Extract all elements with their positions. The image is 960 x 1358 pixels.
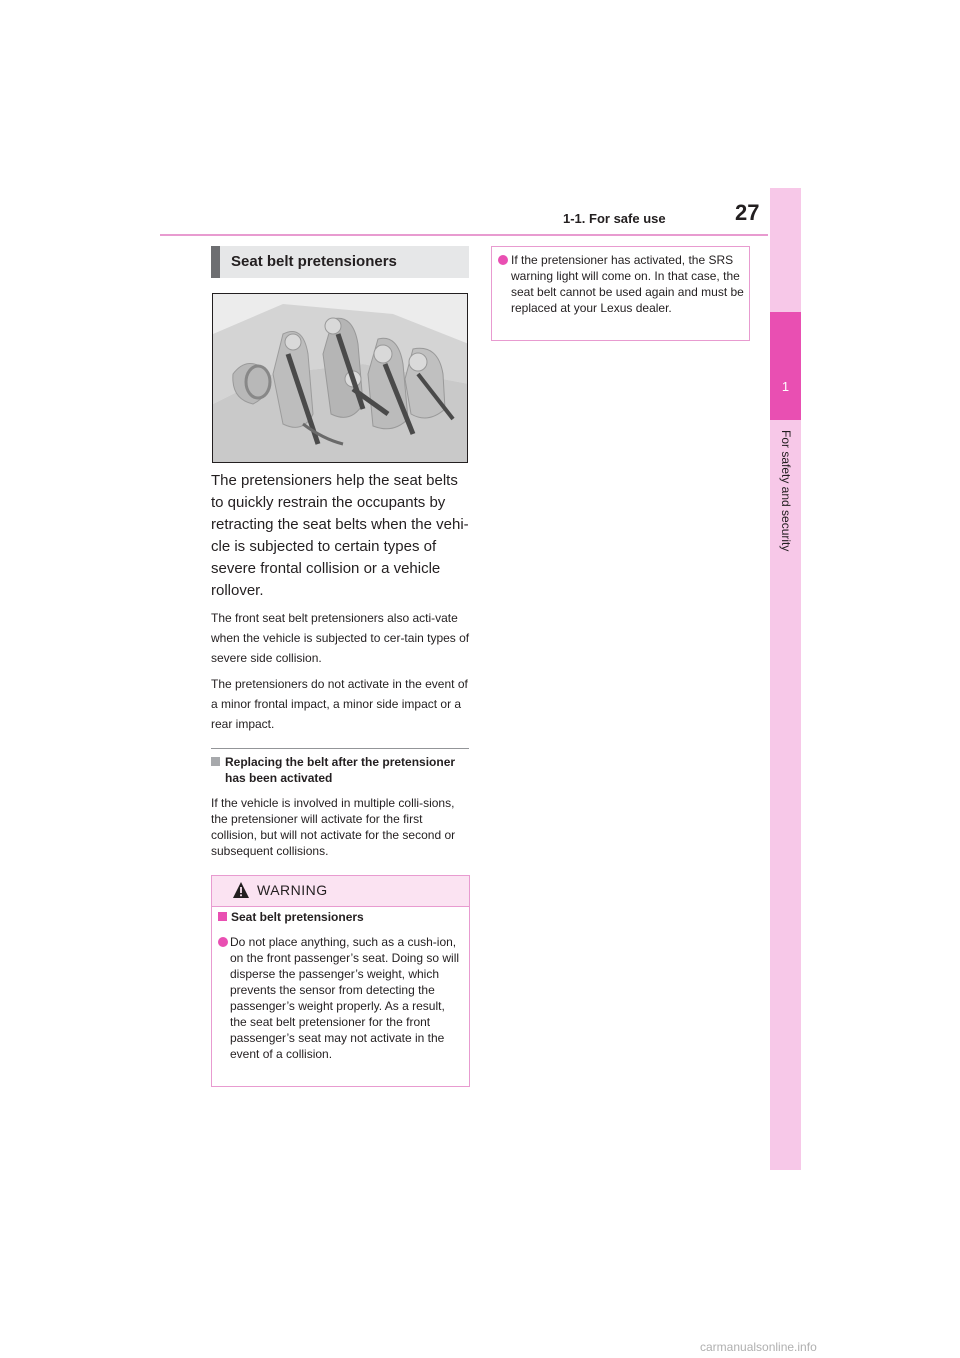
running-header-section: 1-1. For safe use: [563, 211, 666, 226]
section-heading: [211, 246, 469, 278]
site-watermark: carmanualsonline.info: [700, 1340, 817, 1354]
chapter-title-tab: [771, 430, 801, 630]
pretensioner-illustration: [212, 293, 468, 463]
header-divider: [160, 234, 768, 236]
intro-paragraph: The pretensioners help the seat belts to quickly restrain the occupants by retracting the seat belts when the vehi-cle is subjected to certain types of severe frontal collision or a vehicle rollover.: [211, 472, 469, 599]
section-heading-text: Seat belt pretensioners: [231, 253, 397, 270]
replacing-belt-paragraph: If the vehicle is involved in multiple colli-sions, the pretensioner will activate for the first collision, but will not activate for the second or subsequent collisions.: [211, 796, 456, 858]
pink-square-marker: [218, 912, 227, 921]
section-divider: [211, 748, 469, 749]
chapter-title: For safety and security: [779, 430, 793, 552]
note-item-text: If the pretensioner has activated, the SRS warning light will come on. In that case, the seat belt cannot be used again and must be replaced at your Lexus dealer.: [511, 253, 744, 315]
side-collision-paragraph: The front seat belt pretensioners also acti-vate when the vehicle is subjected to cer-tain types of severe side collision.: [211, 611, 470, 665]
chapter-number-tab: 1: [770, 312, 801, 420]
replacing-belt-heading-text: Replacing the belt after the pretensioner has been activated: [225, 755, 456, 785]
warning-subheading: [218, 910, 364, 924]
warning-box: [211, 875, 470, 1087]
section-heading-bar: [211, 246, 220, 278]
warning-triangle-icon: [232, 881, 250, 899]
note-item: [498, 252, 744, 316]
bullet-dot-icon: [498, 255, 508, 265]
page-number: 27: [735, 200, 760, 225]
warning-header: [212, 876, 469, 907]
minor-impact-paragraph: The pretensioners do not activate in the event of a minor frontal impact, a minor side impact or a rear impact.: [211, 677, 468, 731]
car-interior-drawing: [213, 294, 468, 463]
bullet-dot-icon: [218, 937, 228, 947]
warning-title: WARNING: [257, 882, 328, 898]
note-box: [491, 246, 750, 341]
replacing-belt-heading: [211, 754, 473, 786]
warning-item-text: Do not place anything, such as a cush-ion, on the front passenger’s seat. Doing so will disperse the passenger’s weight, which prevents the sensor from detecting the passenger’s weight properly. As a result, the seat belt pretensioner for the front passenger’s seat may not activate in the event of a collision.: [230, 935, 460, 1061]
warning-subheading-text: Seat belt pretensioners: [231, 910, 364, 924]
gray-square-marker: [211, 757, 220, 766]
warning-item: [218, 934, 464, 1062]
